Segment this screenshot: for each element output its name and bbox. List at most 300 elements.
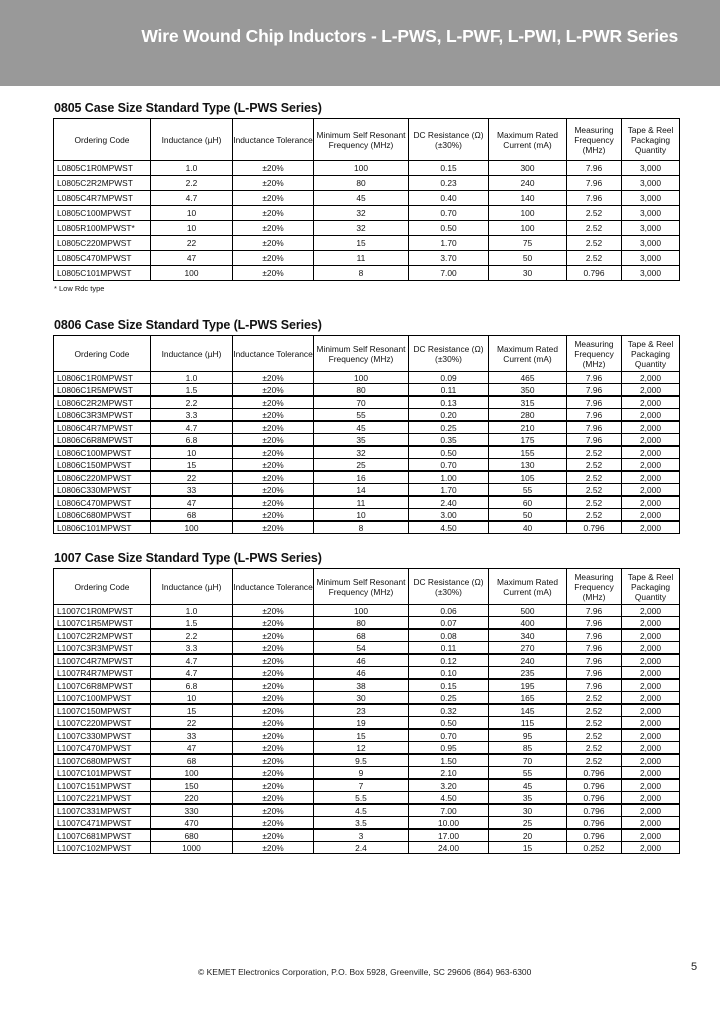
table-cell: 2,000 <box>622 729 680 742</box>
table-cell: 60 <box>489 496 567 509</box>
table-cell: 195 <box>489 679 567 692</box>
table-cell: 45 <box>489 779 567 792</box>
table-cell: 2,000 <box>622 484 680 497</box>
table-cell: ±20% <box>233 754 314 767</box>
table-cell: 7.96 <box>567 679 622 692</box>
table-header-row <box>54 569 680 605</box>
table-cell: 0.50 <box>409 221 489 236</box>
table-section-0805 <box>53 101 679 293</box>
table-cell: 2.52 <box>567 692 622 705</box>
column-header: Ordering Code <box>54 336 151 372</box>
column-header: Inductance Tolerance <box>233 569 314 605</box>
table-cell: 1.70 <box>409 484 489 497</box>
table-row <box>54 421 680 434</box>
table-cell: 32 <box>314 446 409 459</box>
spec-table-0805 <box>53 118 680 281</box>
table-cell: 0.796 <box>567 804 622 817</box>
ordering-code-cell: L0806C100MPWST <box>54 446 151 459</box>
table-cell: ±20% <box>233 266 314 281</box>
section-title: 0805 Case Size Standard Type (L-PWS Series) <box>54 101 322 115</box>
table-cell: 0.95 <box>409 742 489 755</box>
table-cell: 2.52 <box>567 484 622 497</box>
table-cell: 22 <box>151 236 233 251</box>
table-cell: 235 <box>489 667 567 680</box>
table-cell: ±20% <box>233 742 314 755</box>
table-cell: ±20% <box>233 421 314 434</box>
table-cell: 400 <box>489 617 567 630</box>
table-cell: 38 <box>314 679 409 692</box>
table-cell: 45 <box>314 421 409 434</box>
table-cell: ±20% <box>233 409 314 422</box>
table-cell: 100 <box>489 206 567 221</box>
table-row <box>54 446 680 459</box>
table-cell: 47 <box>151 496 233 509</box>
table-cell: 2,000 <box>622 372 680 384</box>
column-header: Tape & Reel Packaging Quantity <box>622 336 680 372</box>
table-cell: 3.3 <box>151 642 233 655</box>
table-cell: ±20% <box>233 446 314 459</box>
table-cell: 0.50 <box>409 446 489 459</box>
table-row <box>54 251 680 266</box>
table-body <box>54 605 680 854</box>
table-cell: 22 <box>151 471 233 484</box>
table-cell: ±20% <box>233 679 314 692</box>
table-row <box>54 754 680 767</box>
table-cell: 7.96 <box>567 191 622 206</box>
table-cell: 3,000 <box>622 191 680 206</box>
table-cell: 15 <box>489 842 567 854</box>
table-cell: 50 <box>489 509 567 522</box>
table-cell: 7.96 <box>567 396 622 409</box>
table-cell: 70 <box>314 396 409 409</box>
table-cell: ±20% <box>233 605 314 617</box>
table-cell: 105 <box>489 471 567 484</box>
table-row <box>54 236 680 251</box>
table-cell: 0.10 <box>409 667 489 680</box>
table-cell: 7.96 <box>567 629 622 642</box>
table-cell: 4.7 <box>151 654 233 667</box>
table-cell: 4.5 <box>314 804 409 817</box>
table-cell: 0.252 <box>567 842 622 854</box>
ordering-code-cell: L1007C681MPWST <box>54 829 151 842</box>
table-cell: 32 <box>314 221 409 236</box>
table-cell: 3.70 <box>409 251 489 266</box>
table-cell: 6.8 <box>151 679 233 692</box>
table-cell: 100 <box>314 605 409 617</box>
table-cell: 35 <box>314 434 409 447</box>
table-cell: 19 <box>314 717 409 730</box>
table-cell: 80 <box>314 384 409 397</box>
table-cell: ±20% <box>233 191 314 206</box>
table-cell: 54 <box>314 642 409 655</box>
table-cell: ±20% <box>233 484 314 497</box>
table-cell: 55 <box>489 484 567 497</box>
table-cell: 7.96 <box>567 434 622 447</box>
table-cell: 3 <box>314 829 409 842</box>
table-cell: 7.96 <box>567 372 622 384</box>
ordering-code-cell: L1007C3R3MPWST <box>54 642 151 655</box>
table-row <box>54 717 680 730</box>
table-cell: ±20% <box>233 829 314 842</box>
table-cell: 680 <box>151 829 233 842</box>
table-cell: 0.13 <box>409 396 489 409</box>
table-cell: 240 <box>489 176 567 191</box>
table-cell: 95 <box>489 729 567 742</box>
table-cell: 4.7 <box>151 421 233 434</box>
table-cell: 0.796 <box>567 792 622 805</box>
table-cell: 7.96 <box>567 605 622 617</box>
table-row <box>54 692 680 705</box>
table-cell: 14 <box>314 484 409 497</box>
table-cell: 15 <box>151 459 233 472</box>
column-header: Measuring Frequency (MHz) <box>567 569 622 605</box>
table-row <box>54 779 680 792</box>
table-cell: 2,000 <box>622 629 680 642</box>
column-header: Inductance (µH) <box>151 336 233 372</box>
table-cell: ±20% <box>233 804 314 817</box>
ordering-code-cell: L1007C471MPWST <box>54 817 151 830</box>
table-cell: 2,000 <box>622 409 680 422</box>
table-cell: 0.12 <box>409 654 489 667</box>
table-cell: ±20% <box>233 396 314 409</box>
table-cell: 7.00 <box>409 804 489 817</box>
table-cell: 100 <box>151 767 233 780</box>
table-cell: 25 <box>314 459 409 472</box>
ordering-code-cell: L1007R4R7MPWST <box>54 667 151 680</box>
table-cell: 3.5 <box>314 817 409 830</box>
table-cell: 15 <box>314 729 409 742</box>
table-cell: 25 <box>489 817 567 830</box>
ordering-code-cell: L0806C6R8MPWST <box>54 434 151 447</box>
table-cell: 8 <box>314 266 409 281</box>
table-cell: 5.5 <box>314 792 409 805</box>
table-cell: 2.2 <box>151 629 233 642</box>
column-header: Minimum Self Resonant Frequency (MHz) <box>314 569 409 605</box>
column-header: Inductance (µH) <box>151 569 233 605</box>
table-row <box>54 496 680 509</box>
ordering-code-cell: L1007C6R8MPWST <box>54 679 151 692</box>
table-cell: 3.3 <box>151 409 233 422</box>
column-header: DC Resistance (Ω) (±30%) <box>409 569 489 605</box>
table-cell: 100 <box>151 521 233 534</box>
table-cell: 10 <box>151 446 233 459</box>
table-cell: 2,000 <box>622 792 680 805</box>
table-cell: 32 <box>314 206 409 221</box>
table-header-row <box>54 119 680 161</box>
table-cell: 2,000 <box>622 471 680 484</box>
table-cell: 68 <box>314 629 409 642</box>
table-cell: 7.96 <box>567 421 622 434</box>
table-row <box>54 767 680 780</box>
table-cell: ±20% <box>233 792 314 805</box>
table-cell: 4.50 <box>409 521 489 534</box>
table-cell: 3,000 <box>622 161 680 176</box>
table-cell: 7.96 <box>567 161 622 176</box>
ordering-code-cell: L0805C4R7MPWST <box>54 191 151 206</box>
section-title: 1007 Case Size Standard Type (L-PWS Series) <box>54 551 322 565</box>
table-cell: 145 <box>489 704 567 717</box>
footnote: * Low Rdc type <box>54 284 105 293</box>
table-cell: ±20% <box>233 667 314 680</box>
table-cell: 100 <box>489 221 567 236</box>
ordering-code-cell: L1007C1R0MPWST <box>54 605 151 617</box>
table-cell: 4.50 <box>409 792 489 805</box>
table-cell: ±20% <box>233 221 314 236</box>
table-cell: 0.796 <box>567 829 622 842</box>
table-cell: 16 <box>314 471 409 484</box>
table-cell: 0.15 <box>409 679 489 692</box>
ordering-code-cell: L1007C100MPWST <box>54 692 151 705</box>
table-cell: 55 <box>314 409 409 422</box>
table-cell: 2.2 <box>151 396 233 409</box>
table-cell: 2,000 <box>622 804 680 817</box>
table-cell: 220 <box>151 792 233 805</box>
table-cell: 0.40 <box>409 191 489 206</box>
table-row <box>54 206 680 221</box>
table-row <box>54 191 680 206</box>
ordering-code-cell: L0805R100MPWST* <box>54 221 151 236</box>
table-cell: 0.32 <box>409 704 489 717</box>
table-cell: 2,000 <box>622 421 680 434</box>
table-cell: 1000 <box>151 842 233 854</box>
table-cell: ±20% <box>233 434 314 447</box>
column-header: Maximum Rated Current (mA) <box>489 569 567 605</box>
table-cell: ±20% <box>233 642 314 655</box>
table-cell: 0.08 <box>409 629 489 642</box>
table-cell: 6.8 <box>151 434 233 447</box>
table-cell: 2.52 <box>567 459 622 472</box>
table-cell: 3,000 <box>622 266 680 281</box>
table-cell: 30 <box>489 804 567 817</box>
table-cell: 155 <box>489 446 567 459</box>
header-banner <box>0 0 720 86</box>
column-header: Minimum Self Resonant Frequency (MHz) <box>314 119 409 161</box>
table-cell: 2.52 <box>567 221 622 236</box>
table-cell: 10.00 <box>409 817 489 830</box>
table-cell: 7.00 <box>409 266 489 281</box>
table-cell: 2,000 <box>622 642 680 655</box>
ordering-code-cell: L1007C102MPWST <box>54 842 151 854</box>
footer-copyright: © KEMET Electronics Corporation, P.O. Box 5928, Greenville, SC 29606 (864) 963-6300 <box>198 967 532 977</box>
table-cell: 2,000 <box>622 509 680 522</box>
table-cell: ±20% <box>233 692 314 705</box>
table-cell: 1.50 <box>409 754 489 767</box>
table-row <box>54 829 680 842</box>
table-cell: ±20% <box>233 206 314 221</box>
table-cell: 7 <box>314 779 409 792</box>
ordering-code-cell: L1007C220MPWST <box>54 717 151 730</box>
table-cell: ±20% <box>233 236 314 251</box>
ordering-code-cell: L0805C220MPWST <box>54 236 151 251</box>
table-cell: 130 <box>489 459 567 472</box>
table-row <box>54 729 680 742</box>
table-cell: 0.70 <box>409 206 489 221</box>
table-cell: 280 <box>489 409 567 422</box>
table-row <box>54 817 680 830</box>
column-header: Tape & Reel Packaging Quantity <box>622 119 680 161</box>
table-row <box>54 161 680 176</box>
table-cell: 2.52 <box>567 754 622 767</box>
ordering-code-cell: L0806C3R3MPWST <box>54 409 151 422</box>
table-cell: 0.25 <box>409 692 489 705</box>
table-cell: 68 <box>151 509 233 522</box>
table-cell: 3,000 <box>622 251 680 266</box>
ordering-code-cell: L0806C220MPWST <box>54 471 151 484</box>
table-row <box>54 842 680 854</box>
table-cell: 7.96 <box>567 176 622 191</box>
ordering-code-cell: L0806C330MPWST <box>54 484 151 497</box>
table-section-0806 <box>53 318 679 534</box>
table-cell: 2.2 <box>151 176 233 191</box>
ordering-code-cell: L1007C151MPWST <box>54 779 151 792</box>
table-cell: 2,000 <box>622 842 680 854</box>
table-row <box>54 176 680 191</box>
table-row <box>54 521 680 534</box>
table-cell: 40 <box>489 521 567 534</box>
table-cell: 140 <box>489 191 567 206</box>
spec-table-1007 <box>53 568 680 854</box>
table-cell: ±20% <box>233 251 314 266</box>
table-cell: 11 <box>314 496 409 509</box>
table-cell: 11 <box>314 251 409 266</box>
table-cell: 0.70 <box>409 459 489 472</box>
table-row <box>54 792 680 805</box>
table-row <box>54 679 680 692</box>
table-cell: 75 <box>489 236 567 251</box>
table-row <box>54 804 680 817</box>
table-header-row <box>54 336 680 372</box>
ordering-code-cell: L0806C470MPWST <box>54 496 151 509</box>
table-cell: ±20% <box>233 779 314 792</box>
table-body <box>54 161 680 281</box>
table-cell: 2,000 <box>622 617 680 630</box>
table-cell: 2.40 <box>409 496 489 509</box>
table-cell: 47 <box>151 742 233 755</box>
table-cell: 45 <box>314 191 409 206</box>
table-cell: 85 <box>489 742 567 755</box>
table-cell: 17.00 <box>409 829 489 842</box>
table-cell: 2,000 <box>622 742 680 755</box>
table-row <box>54 372 680 384</box>
column-header: Tape & Reel Packaging Quantity <box>622 569 680 605</box>
table-cell: 2,000 <box>622 434 680 447</box>
table-cell: 7.96 <box>567 642 622 655</box>
table-cell: ±20% <box>233 372 314 384</box>
table-cell: 68 <box>151 754 233 767</box>
ordering-code-cell: L0806C101MPWST <box>54 521 151 534</box>
ordering-code-cell: L0805C1R0MPWST <box>54 161 151 176</box>
page-title: Wire Wound Chip Inductors - L-PWS, L-PWF, L-PWI, L-PWR Series <box>141 26 678 46</box>
ordering-code-cell: L0806C2R2MPWST <box>54 396 151 409</box>
column-header: Ordering Code <box>54 119 151 161</box>
table-cell: ±20% <box>233 767 314 780</box>
table-cell: 2,000 <box>622 717 680 730</box>
ordering-code-cell: L0805C470MPWST <box>54 251 151 266</box>
table-cell: 7.96 <box>567 617 622 630</box>
table-cell: 7.96 <box>567 384 622 397</box>
table-row <box>54 396 680 409</box>
table-cell: ±20% <box>233 496 314 509</box>
column-header: Measuring Frequency (MHz) <box>567 119 622 161</box>
ordering-code-cell: L0805C100MPWST <box>54 206 151 221</box>
table-cell: ±20% <box>233 654 314 667</box>
ordering-code-cell: L1007C2R2MPWST <box>54 629 151 642</box>
table-cell: 3.20 <box>409 779 489 792</box>
table-cell: 4.7 <box>151 667 233 680</box>
table-row <box>54 642 680 655</box>
spec-table-0806 <box>53 335 680 534</box>
table-cell: 300 <box>489 161 567 176</box>
table-cell: 1.0 <box>151 605 233 617</box>
table-cell: 2.52 <box>567 206 622 221</box>
table-cell: 47 <box>151 251 233 266</box>
ordering-code-cell: L0806C4R7MPWST <box>54 421 151 434</box>
table-row <box>54 509 680 522</box>
table-cell: 2,000 <box>622 496 680 509</box>
table-cell: 2,000 <box>622 767 680 780</box>
table-cell: 0.09 <box>409 372 489 384</box>
table-cell: 3,000 <box>622 236 680 251</box>
table-cell: 2,000 <box>622 692 680 705</box>
table-cell: ±20% <box>233 459 314 472</box>
table-cell: 4.7 <box>151 191 233 206</box>
table-cell: 55 <box>489 767 567 780</box>
table-cell: 46 <box>314 654 409 667</box>
column-header: Measuring Frequency (MHz) <box>567 336 622 372</box>
table-cell: 115 <box>489 717 567 730</box>
table-cell: 2.52 <box>567 471 622 484</box>
table-row <box>54 667 680 680</box>
table-cell: 0.06 <box>409 605 489 617</box>
table-cell: 9 <box>314 767 409 780</box>
table-cell: 165 <box>489 692 567 705</box>
ordering-code-cell: L0806C680MPWST <box>54 509 151 522</box>
ordering-code-cell: L0805C101MPWST <box>54 266 151 281</box>
table-row <box>54 605 680 617</box>
table-cell: 0.23 <box>409 176 489 191</box>
table-cell: 0.796 <box>567 266 622 281</box>
table-cell: 2.52 <box>567 446 622 459</box>
table-cell: 100 <box>314 161 409 176</box>
ordering-code-cell: L1007C150MPWST <box>54 704 151 717</box>
ordering-code-cell: L1007C101MPWST <box>54 767 151 780</box>
table-cell: 80 <box>314 617 409 630</box>
table-cell: 2,000 <box>622 384 680 397</box>
table-row <box>54 221 680 236</box>
table-row <box>54 742 680 755</box>
table-cell: 330 <box>151 804 233 817</box>
table-cell: 20 <box>489 829 567 842</box>
table-cell: 0.50 <box>409 717 489 730</box>
table-cell: 2.52 <box>567 742 622 755</box>
table-cell: 0.07 <box>409 617 489 630</box>
table-cell: 1.0 <box>151 161 233 176</box>
table-row <box>54 484 680 497</box>
table-cell: 10 <box>151 221 233 236</box>
table-row <box>54 266 680 281</box>
table-cell: 2,000 <box>622 779 680 792</box>
table-cell: 500 <box>489 605 567 617</box>
table-cell: 2.52 <box>567 251 622 266</box>
table-row <box>54 471 680 484</box>
table-cell: ±20% <box>233 817 314 830</box>
table-cell: 1.70 <box>409 236 489 251</box>
table-cell: 2,000 <box>622 754 680 767</box>
table-cell: 46 <box>314 667 409 680</box>
table-cell: ±20% <box>233 384 314 397</box>
table-cell: ±20% <box>233 842 314 854</box>
table-cell: 2,000 <box>622 679 680 692</box>
